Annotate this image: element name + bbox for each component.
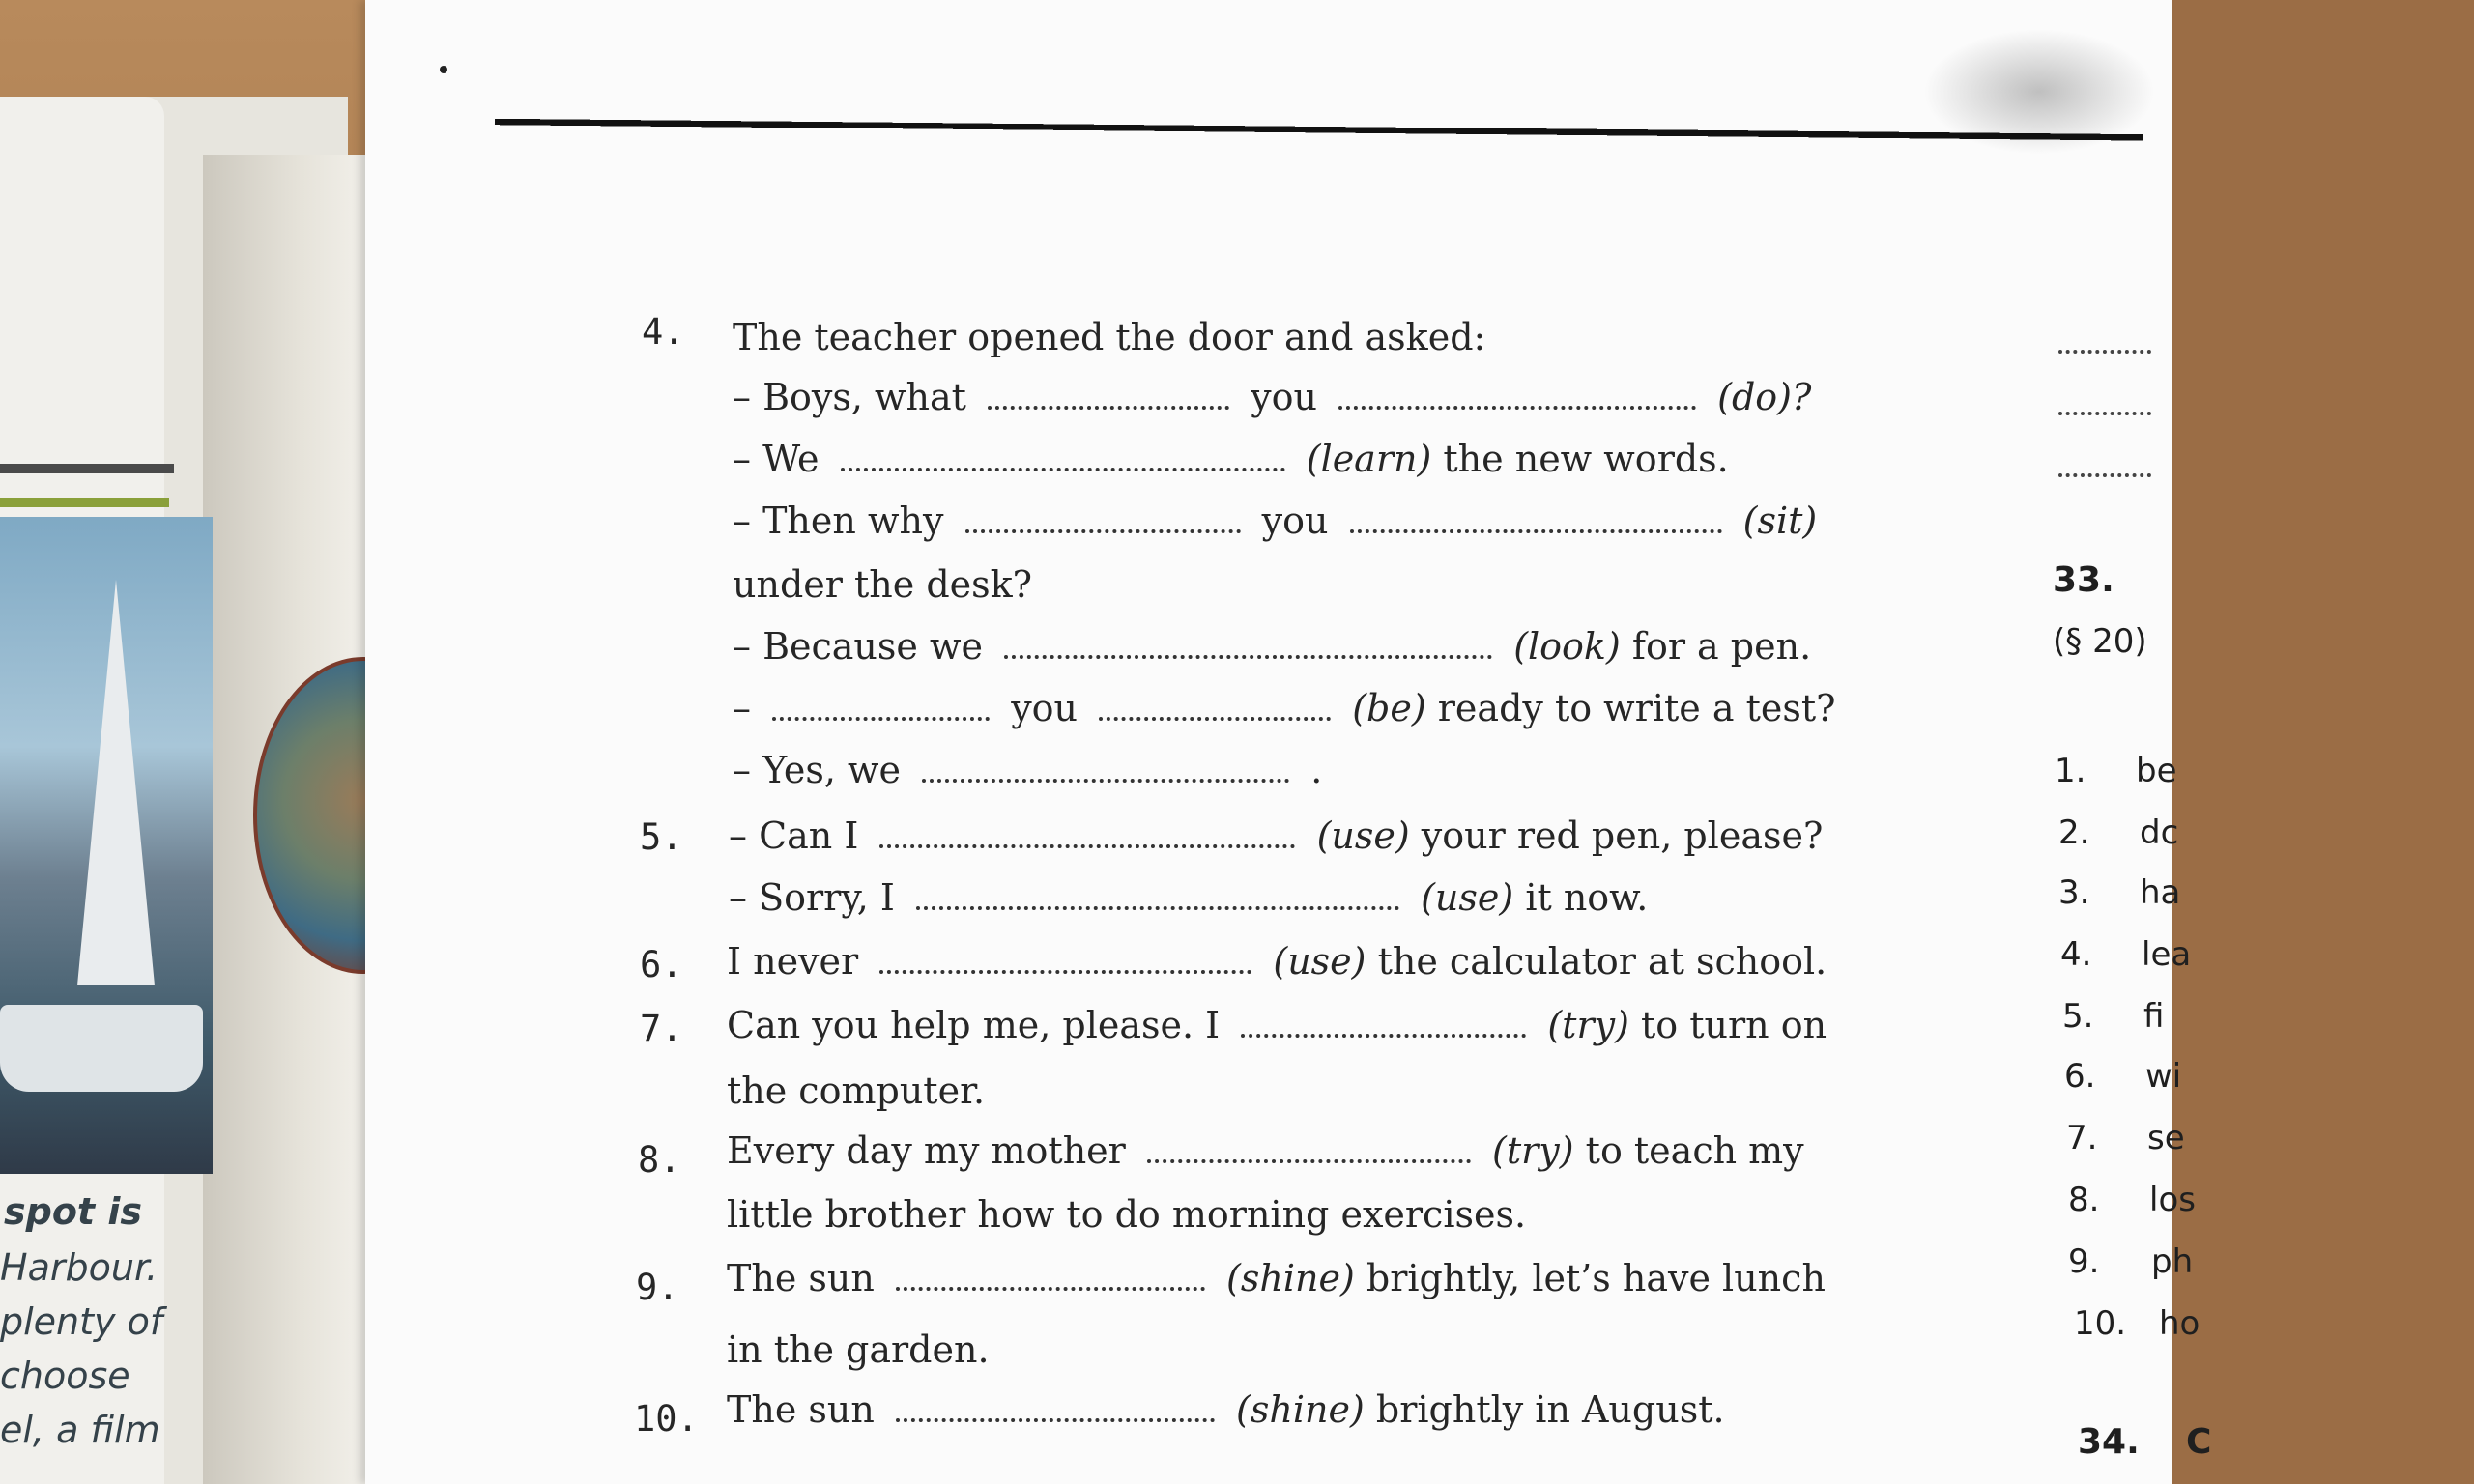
left-text-line: choose xyxy=(0,1355,130,1397)
answer-blank[interactable] xyxy=(1241,1030,1526,1038)
side-item-number: 8. xyxy=(2068,1181,2100,1219)
page-dot xyxy=(440,66,447,73)
side-item-text: ph xyxy=(2151,1242,2194,1281)
exercise-line: I never (use) the calculator at school. xyxy=(727,940,1827,983)
exercise-line: – Sorry, I (use) it now. xyxy=(729,876,1649,919)
exercise-line: – Yes, we . xyxy=(733,749,1323,791)
side-item-number: 10. xyxy=(2074,1304,2127,1343)
left-text-line: spot is xyxy=(4,1190,142,1233)
exercise-line: under the desk? xyxy=(733,563,1033,606)
boat-shape xyxy=(0,1005,203,1092)
answer-blank[interactable] xyxy=(988,402,1229,410)
answer-blank[interactable] xyxy=(916,902,1399,910)
exercise-number: 8. xyxy=(638,1139,681,1181)
side-item-number: 3. xyxy=(2058,873,2090,912)
desk-right-edge xyxy=(2172,0,2474,1484)
left-book-green-stripe xyxy=(0,498,169,507)
exercise-line: – Because we (look) for a pen. xyxy=(733,625,1812,668)
side-item-text: se xyxy=(2147,1119,2185,1157)
exercise-number: 9. xyxy=(636,1267,679,1308)
answer-blank[interactable] xyxy=(879,841,1295,848)
exercise-line: – Then why you (sit) xyxy=(733,499,1818,542)
answer-blank[interactable] xyxy=(1099,713,1331,721)
side-item-number: 4. xyxy=(2060,935,2092,974)
side-item-text: los xyxy=(2149,1181,2196,1219)
side-item-number: 6. xyxy=(2064,1057,2096,1096)
answer-blank[interactable] xyxy=(1350,526,1722,533)
next-exercise-heading: 34. xyxy=(2078,1422,2140,1462)
side-item-text: be xyxy=(2136,752,2177,790)
exercise-line: – you (be) ready to write a test? xyxy=(733,687,1836,729)
answer-blank[interactable] xyxy=(922,775,1289,783)
answer-blank[interactable] xyxy=(896,1414,1215,1422)
exercise-number: 7. xyxy=(640,1008,683,1049)
margin-answer-blank[interactable] xyxy=(2058,470,2151,477)
sail-shape xyxy=(77,580,155,985)
side-item-number: 2. xyxy=(2058,813,2090,852)
side-item-text: fi xyxy=(2143,997,2165,1036)
side-item-number: 7. xyxy=(2066,1119,2098,1157)
exercise-number: 10. xyxy=(634,1398,699,1440)
side-item-number: 1. xyxy=(2055,752,2086,790)
exercise-line: – Can I (use) your red pen, please? xyxy=(729,814,1824,857)
side-item-number: 9. xyxy=(2068,1242,2100,1281)
exercise-line: The sun (shine) brightly, let’s have lunch xyxy=(727,1257,1826,1299)
left-book-stripe xyxy=(0,464,174,473)
exercise-line: The teacher opened the door and asked: xyxy=(733,316,1486,358)
side-item-text: dc xyxy=(2140,813,2179,852)
exercise-line: Can you help me, please. I (try) to turn on xyxy=(727,1004,1827,1046)
exercise-line: in the garden. xyxy=(727,1328,990,1371)
left-text-line: el, a film xyxy=(0,1409,160,1451)
exercise-number: 4. xyxy=(642,311,685,353)
exercise-line: Every day my mother (try) to teach my xyxy=(727,1129,1804,1172)
answer-blank[interactable] xyxy=(1147,1156,1471,1163)
margin-answer-blank[interactable] xyxy=(2058,408,2151,415)
exercise-line: – Boys, what you (do)? xyxy=(733,376,1812,418)
side-item-text: wi xyxy=(2145,1057,2182,1096)
exercise-line: – We (learn) the new words. xyxy=(733,438,1729,480)
exercise-number: 5. xyxy=(640,816,683,858)
side-item-number: 5. xyxy=(2062,997,2094,1036)
answer-blank[interactable] xyxy=(896,1283,1205,1291)
answer-blank[interactable] xyxy=(1004,651,1492,659)
exercise-line: The sun (shine) brightly in August. xyxy=(727,1388,1725,1431)
margin-answer-blank[interactable] xyxy=(2058,346,2151,354)
answer-blank[interactable] xyxy=(1338,402,1696,410)
left-text-line: Harbour. xyxy=(0,1246,158,1289)
answer-blank[interactable] xyxy=(772,713,990,721)
answer-blank[interactable] xyxy=(841,464,1285,471)
next-exercise-letter: C xyxy=(2186,1422,2212,1462)
exercise-line: the computer. xyxy=(727,1070,986,1112)
answer-blank[interactable] xyxy=(879,966,1251,974)
side-item-text: ha xyxy=(2140,873,2181,912)
left-text-line: plenty of xyxy=(0,1300,163,1343)
side-item-text: lea xyxy=(2142,935,2192,974)
side-item-text: ho xyxy=(2159,1304,2201,1343)
answer-blank[interactable] xyxy=(965,526,1241,533)
side-heading: 33. xyxy=(2053,560,2114,600)
side-reference: (§ 20) xyxy=(2053,622,2147,661)
exercise-line: little brother how to do morning exercises. xyxy=(727,1193,1527,1236)
exercise-number: 6. xyxy=(640,944,683,985)
